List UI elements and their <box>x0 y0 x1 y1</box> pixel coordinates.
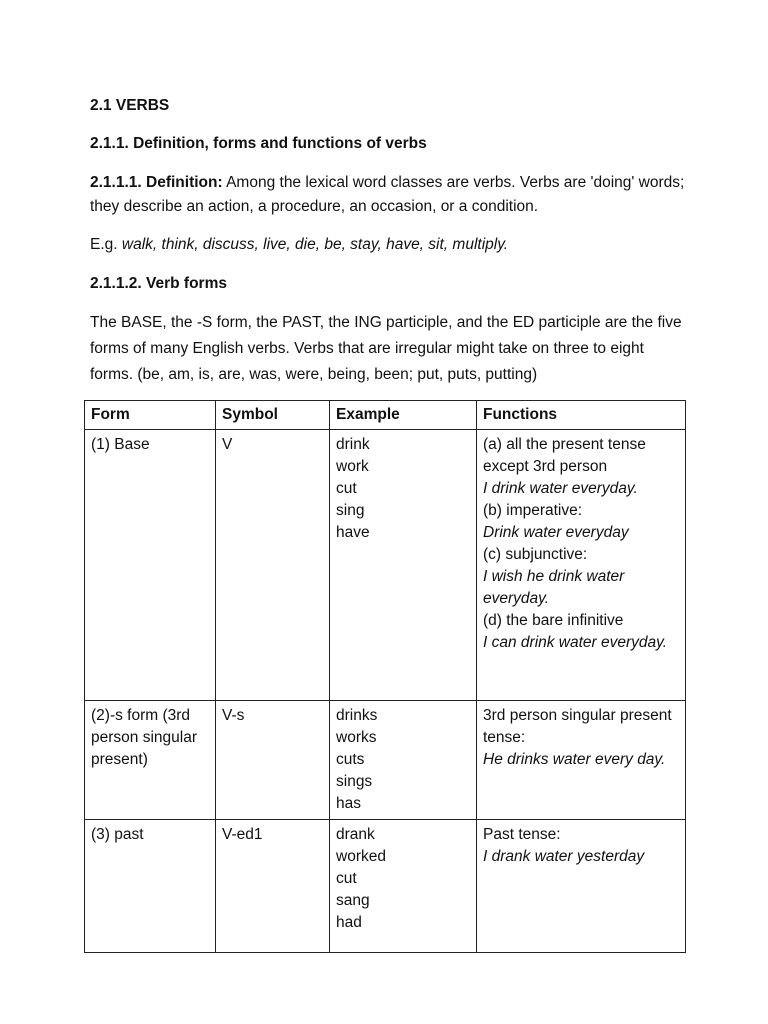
cell-functions <box>477 430 686 701</box>
header-symbol: Symbol <box>216 401 330 430</box>
verb-forms-heading: 2.1.1.2. Verb forms <box>90 275 227 292</box>
cell-functions <box>477 820 686 953</box>
example-word: cuts <box>336 751 365 768</box>
function-example: He drinks water every day. <box>483 751 666 768</box>
cell-examples <box>330 430 477 701</box>
definition-paragraph <box>90 171 690 219</box>
example-word: have <box>336 524 370 541</box>
function-line: Past tense: <box>483 826 561 843</box>
cell-functions <box>477 701 686 820</box>
function-example: I drink water everyday. <box>483 480 638 497</box>
verb-forms-table <box>84 400 686 953</box>
example-word: drank <box>336 826 375 843</box>
cell-form: (3) past <box>85 820 216 953</box>
verb-forms-paragraph: The BASE, the -S form, the PAST, the ING participle, and the ED participle are the five forms of many English verbs. Verbs that are irregular might take on three to eight forms. (be, am, is, are, was, were, being, been; put, puts, putting) <box>90 314 682 383</box>
cell-symbol: V <box>216 430 330 701</box>
function-example: I wish he drink water everyday. <box>483 568 625 607</box>
cell-examples <box>330 820 477 953</box>
cell-form: (1) Base <box>85 430 216 701</box>
function-line: (d) the bare infinitive <box>483 612 624 629</box>
example-word: has <box>336 795 361 812</box>
example-word: sings <box>336 773 373 790</box>
example-word: worked <box>336 848 386 865</box>
example-word: works <box>336 729 377 746</box>
definition-text: Among the lexical word classes are verbs. Verbs are 'doing' words; they describe an action, a procedure, an occasion, or a condition. <box>90 174 685 215</box>
table-row <box>85 430 686 701</box>
definition-heading: 2.1.1.1. Definition: <box>90 174 223 191</box>
example-prefix: E.g. <box>90 236 122 253</box>
function-line: (a) all the present tense except 3rd person <box>483 436 646 475</box>
example-word: had <box>336 914 362 931</box>
cell-examples <box>330 701 477 820</box>
header-form: Form <box>85 401 216 430</box>
table-row <box>85 701 686 820</box>
example-words: walk, think, discuss, live, die, be, stay, have, sit, multiply. <box>121 236 509 253</box>
header-functions: Functions <box>477 401 686 430</box>
header-example: Example <box>330 401 477 430</box>
example-line <box>90 233 690 257</box>
example-word: drink <box>336 436 370 453</box>
cell-form: (2)-s form (3rd person singular present) <box>85 701 216 820</box>
table-row <box>85 820 686 953</box>
cell-symbol: V-ed1 <box>216 820 330 953</box>
function-line: (c) subjunctive: <box>483 546 588 563</box>
table-header-row <box>85 401 686 430</box>
cell-symbol: V-s <box>216 701 330 820</box>
function-example: I can drink water everyday. <box>483 634 668 651</box>
example-word: cut <box>336 870 357 887</box>
function-line: (b) imperative: <box>483 502 583 519</box>
example-word: work <box>336 458 369 475</box>
subsection-title: 2.1.1. Definition, forms and functions of verbs <box>90 135 427 152</box>
section-title: 2.1 VERBS <box>90 97 170 114</box>
example-word: sang <box>336 892 370 909</box>
example-word: sing <box>336 502 365 519</box>
function-example: I drank water yesterday <box>483 848 645 865</box>
function-line: 3rd person singular present tense: <box>483 707 672 746</box>
example-word: drinks <box>336 707 378 724</box>
function-example: Drink water everyday <box>483 524 629 541</box>
example-word: cut <box>336 480 357 497</box>
